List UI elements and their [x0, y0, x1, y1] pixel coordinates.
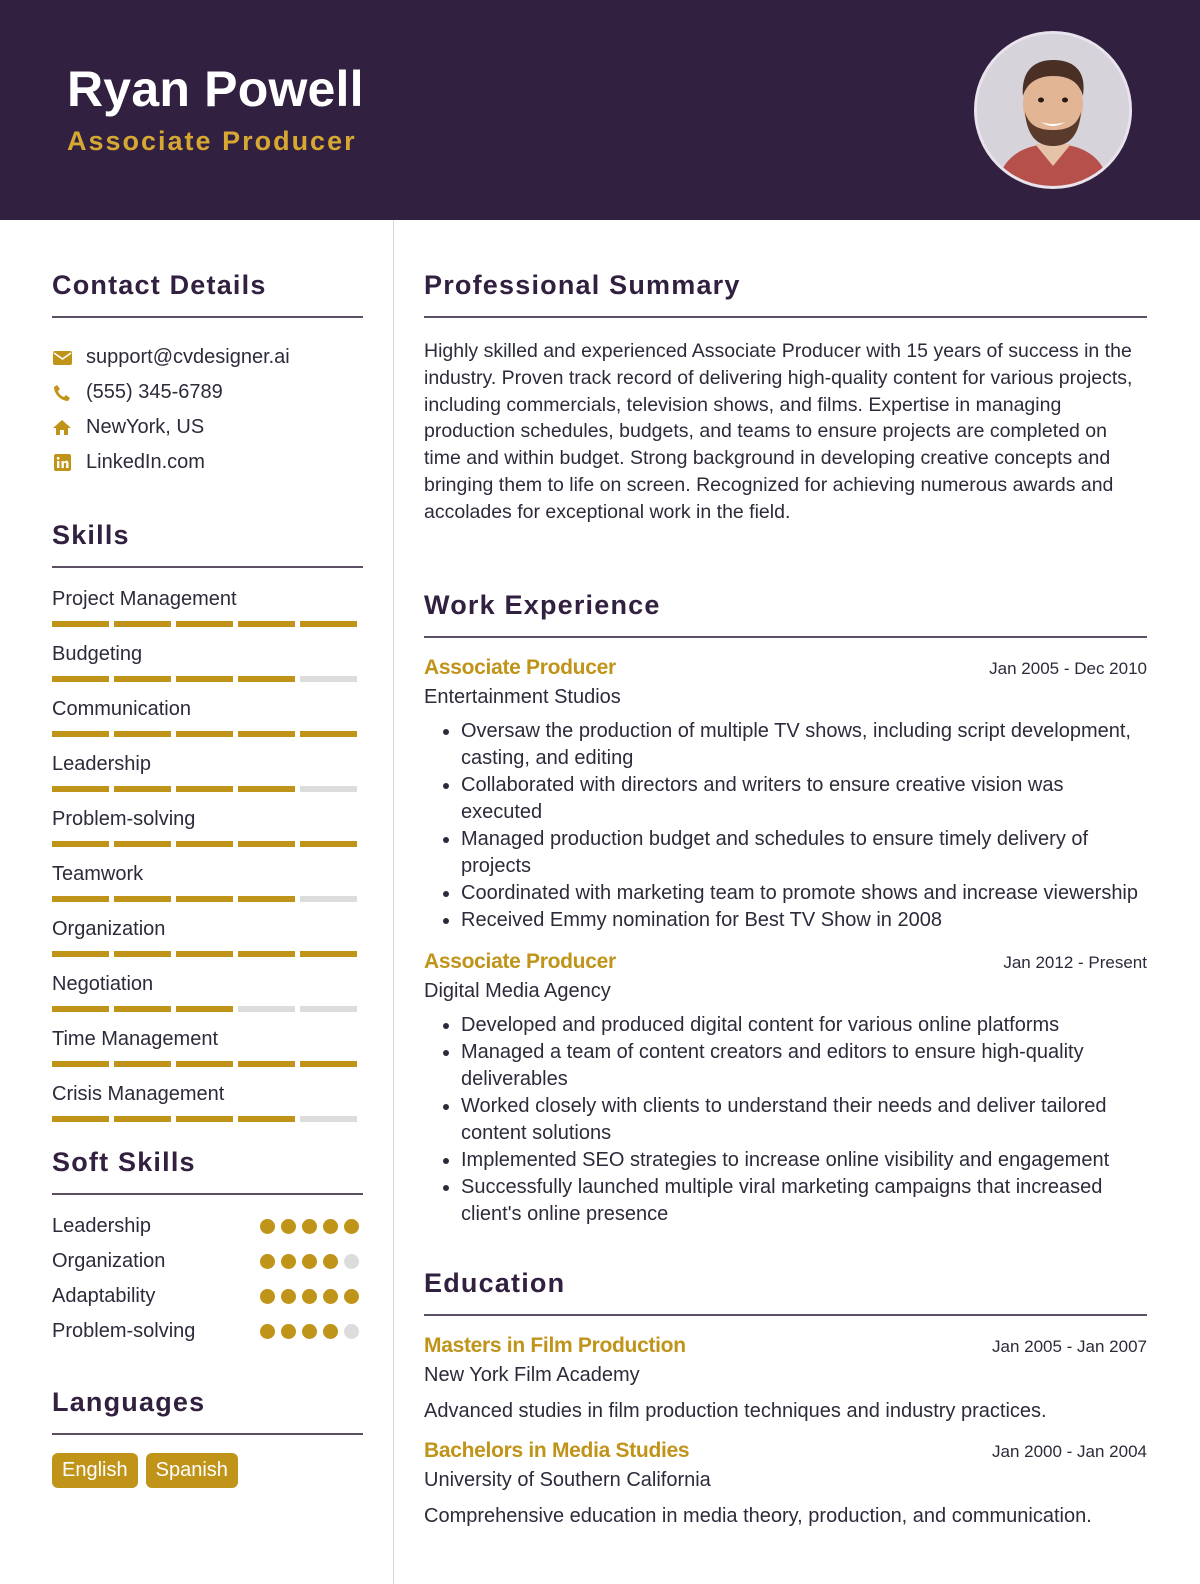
skill-item: [52, 696, 363, 737]
skill-name: Negotiation: [52, 973, 154, 995]
rating-dot-empty: [344, 1324, 359, 1339]
skill-segment-filled: [52, 676, 109, 682]
contact-phone[interactable]: [52, 375, 363, 410]
education-title: Education: [424, 1267, 566, 1298]
skill-segment-filled: [300, 621, 357, 627]
skill-level-bar: [52, 896, 363, 902]
skill-segment-filled: [114, 621, 171, 627]
left-column: [52, 220, 363, 1488]
skill-segment-filled: [300, 1061, 357, 1067]
skill-segment-filled: [52, 731, 109, 737]
education-entry: [424, 1334, 1147, 1423]
soft-skill-item: [52, 1279, 363, 1314]
job-title: Associate Producer: [424, 949, 616, 973]
skill-segment-filled: [176, 1116, 233, 1122]
skill-segment-filled: [238, 621, 295, 627]
languages-title: Languages: [52, 1387, 206, 1417]
soft-skills-section: [52, 1147, 363, 1349]
skills-section: [52, 520, 363, 1122]
soft-skill-name: Problem-solving: [52, 1320, 196, 1342]
skill-segment-empty: [300, 896, 357, 902]
rating-dot-filled: [260, 1219, 275, 1234]
skill-name: Leadership: [52, 753, 151, 775]
skill-item: [52, 806, 363, 847]
skill-segment-filled: [114, 676, 171, 682]
job-bullet: • Developed and produced digital content for various online platforms: [461, 1012, 1147, 1039]
soft-skill-rating: [260, 1219, 359, 1234]
skill-level-bar: [52, 621, 363, 627]
soft-skill-rating: [260, 1254, 359, 1269]
job-bullet: • Received Emmy nomination for Best TV Show in 2008: [461, 907, 1147, 934]
skill-name: Budgeting: [52, 643, 143, 665]
job-bullets: [424, 718, 1147, 934]
contact-location: [52, 410, 363, 445]
skill-name: Teamwork: [52, 863, 144, 885]
skill-segment-filled: [238, 731, 295, 737]
summary-title: Professional Summary: [424, 270, 741, 300]
rating-dot-filled: [302, 1324, 317, 1339]
rating-dot-filled: [260, 1289, 275, 1304]
skill-level-bar: [52, 1116, 363, 1122]
skill-segment-filled: [176, 951, 233, 957]
skill-name: Time Management: [52, 1028, 218, 1050]
soft-skills-list: [52, 1209, 363, 1349]
contact-email[interactable]: [52, 340, 363, 375]
job-bullet: • Managed production budget and schedules to ensure timely delivery of projects: [461, 826, 1147, 880]
skill-segment-filled: [238, 841, 295, 847]
skill-level-bar: [52, 1061, 363, 1067]
skill-segment-filled: [52, 1006, 109, 1012]
section-rule: [52, 1193, 363, 1195]
soft-skill-name: Leadership: [52, 1215, 151, 1237]
skill-level-bar: [52, 951, 363, 957]
skill-segment-filled: [176, 1006, 233, 1012]
skill-segment-filled: [52, 1116, 109, 1122]
summary-text: Highly skilled and experienced Associate Producer with 15 years of success in the industry. Proven track record of delivering high-quality content for various projects, including commercials, television shows, and films. Expertise in managing production schedules, budgets, and teams to ensure projects are completed on time and within budget. Strong background in developing creative concepts and bringing them to life on screen. Recognized for achieving numerous awards and accolades for exceptional work in the field.: [424, 340, 1133, 523]
rating-dot-filled: [323, 1324, 338, 1339]
soft-skill-rating: [260, 1324, 359, 1339]
language-tag: Spanish: [146, 1453, 238, 1488]
job-title: Associate Producer: [424, 655, 616, 679]
skill-segment-filled: [300, 731, 357, 737]
rating-dot-filled: [302, 1289, 317, 1304]
job-bullet: • Oversaw the production of multiple TV shows, including script development, casting, and editing: [461, 718, 1147, 772]
candidate-role: Associate Producer: [67, 126, 357, 156]
skill-name: Problem-solving: [52, 808, 196, 830]
skill-item: [52, 751, 363, 792]
linkedin-icon: [52, 453, 72, 473]
soft-skill-name: Adaptability: [52, 1285, 156, 1307]
job-company: Digital Media Agency: [424, 979, 611, 1002]
soft-skill-item: [52, 1314, 363, 1349]
degree-dates: Jan 2000 - Jan 2004: [991, 1441, 1147, 1461]
experience-title: Work Experience: [424, 589, 661, 620]
skill-item: [52, 641, 363, 682]
skill-segment-filled: [176, 676, 233, 682]
soft-skill-item: [52, 1209, 363, 1244]
contact-section: [52, 270, 363, 480]
skill-level-bar: [52, 731, 363, 737]
skill-segment-empty: [238, 1006, 295, 1012]
languages-section: [52, 1387, 363, 1488]
skill-segment-filled: [176, 786, 233, 792]
right-column: [424, 220, 1147, 1528]
skill-name: Crisis Management: [52, 1083, 225, 1105]
job-bullet: • Worked closely with clients to understand their needs and deliver tailored content solutions: [461, 1093, 1147, 1147]
experience-section: [424, 590, 1147, 1228]
skill-name: Project Management: [52, 588, 237, 610]
skill-segment-filled: [176, 731, 233, 737]
job-bullet: • Collaborated with directors and writers to ensure creative vision was executed: [461, 772, 1147, 826]
rating-dot-filled: [323, 1254, 338, 1269]
soft-skill-rating: [260, 1289, 359, 1304]
skill-level-bar: [52, 841, 363, 847]
skill-segment-filled: [238, 1061, 295, 1067]
skill-segment-filled: [114, 731, 171, 737]
skill-segment-filled: [114, 1116, 171, 1122]
home-icon: [52, 418, 72, 438]
section-rule: [52, 1433, 363, 1435]
degree-description: Comprehensive education in media theory, production, and communication.: [424, 1504, 1092, 1527]
skill-segment-filled: [176, 621, 233, 627]
job-dates: Jan 2005 - Dec 2010: [989, 658, 1147, 678]
language-tags: [52, 1453, 363, 1488]
rating-dot-filled: [302, 1219, 317, 1234]
rating-dot-filled: [260, 1324, 275, 1339]
skill-item: [52, 586, 363, 627]
phone-icon: [52, 383, 72, 403]
skill-segment-filled: [238, 896, 295, 902]
skill-segment-filled: [114, 786, 171, 792]
profile-photo: [974, 31, 1132, 189]
job-entry: [424, 656, 1147, 934]
skill-item: [52, 1026, 363, 1067]
skill-segment-filled: [114, 841, 171, 847]
degree-title: Masters in Film Production: [424, 1333, 686, 1357]
section-rule: [52, 316, 363, 318]
job-bullet: • Implemented SEO strategies to increase online visibility and engagement: [461, 1147, 1147, 1174]
skill-segment-filled: [114, 951, 171, 957]
school-name: University of Southern California: [424, 1468, 711, 1491]
job-bullet: • Managed a team of content creators and editors to ensure high-quality deliverables: [461, 1039, 1147, 1093]
contact-email-text: support@cvdesigner.ai: [86, 346, 290, 368]
skill-segment-filled: [238, 951, 295, 957]
skill-segment-filled: [176, 841, 233, 847]
skill-segment-filled: [52, 951, 109, 957]
skill-segment-filled: [238, 676, 295, 682]
job-dates: Jan 2012 - Present: [1003, 952, 1147, 972]
skill-segment-empty: [300, 1006, 357, 1012]
job-company: Entertainment Studios: [424, 685, 621, 708]
soft-skill-item: [52, 1244, 363, 1279]
education-section: [424, 1268, 1147, 1528]
rating-dot-filled: [281, 1254, 296, 1269]
skill-segment-filled: [52, 621, 109, 627]
education-entry: [424, 1439, 1147, 1528]
skill-segment-filled: [300, 841, 357, 847]
skill-level-bar: [52, 676, 363, 682]
rating-dot-filled: [260, 1254, 275, 1269]
skill-item: [52, 916, 363, 957]
degree-dates: Jan 2005 - Jan 2007: [991, 1336, 1147, 1356]
skill-item: [52, 971, 363, 1012]
skills-list: [52, 586, 363, 1122]
contact-phone-text: (555) 345-6789: [86, 381, 223, 403]
rating-dot-filled: [344, 1289, 359, 1304]
job-bullets: [424, 1012, 1147, 1228]
degree-title: Bachelors in Media Studies: [424, 1438, 690, 1462]
skill-name: Communication: [52, 698, 191, 720]
skill-segment-filled: [238, 1116, 295, 1122]
rating-dot-filled: [323, 1289, 338, 1304]
degree-description: Advanced studies in film production techniques and industry practices.: [424, 1399, 1047, 1422]
column-divider: [393, 220, 394, 1584]
job-bullet: • Successfully launched multiple viral marketing campaigns that increased client's online presence: [461, 1174, 1147, 1228]
rating-dot-filled: [281, 1324, 296, 1339]
rating-dot-filled: [281, 1289, 296, 1304]
job-bullet: • Coordinated with marketing team to promote shows and increase viewership: [461, 880, 1147, 907]
skill-segment-filled: [114, 1006, 171, 1012]
soft-skills-title: Soft Skills: [52, 1147, 196, 1177]
school-name: New York Film Academy: [424, 1363, 640, 1386]
skill-segment-filled: [52, 1061, 109, 1067]
section-rule: [52, 566, 363, 568]
skill-segment-empty: [300, 786, 357, 792]
skill-segment-filled: [52, 841, 109, 847]
skill-name: Organization: [52, 918, 166, 940]
skill-item: [52, 861, 363, 902]
soft-skill-name: Organization: [52, 1250, 166, 1272]
contact-linkedin[interactable]: [52, 445, 363, 480]
rating-dot-filled: [344, 1219, 359, 1234]
language-tag: English: [52, 1453, 138, 1488]
skill-segment-filled: [52, 896, 109, 902]
skills-title: Skills: [52, 520, 130, 550]
skill-item: [52, 1081, 363, 1122]
skill-segment-filled: [114, 1061, 171, 1067]
contact-title: Contact Details: [52, 270, 267, 300]
skill-level-bar: [52, 1006, 363, 1012]
skill-segment-filled: [114, 896, 171, 902]
skill-segment-filled: [52, 786, 109, 792]
summary-section: [424, 270, 1147, 526]
skill-segment-filled: [176, 896, 233, 902]
rating-dot-filled: [302, 1254, 317, 1269]
contact-linkedin-text: LinkedIn.com: [86, 451, 205, 473]
section-rule: [424, 636, 1147, 638]
job-entry: [424, 950, 1147, 1228]
contact-location-text: NewYork, US: [86, 416, 205, 438]
skill-segment-filled: [238, 786, 295, 792]
rating-dot-filled: [323, 1219, 338, 1234]
candidate-name: Ryan Powell: [67, 61, 364, 117]
header-banner: [0, 0, 1200, 220]
skill-level-bar: [52, 786, 363, 792]
section-rule: [424, 316, 1147, 318]
skill-segment-empty: [300, 676, 357, 682]
envelope-icon: [52, 348, 72, 368]
skill-segment-empty: [300, 1116, 357, 1122]
rating-dot-empty: [344, 1254, 359, 1269]
person-avatar-icon: [977, 34, 1129, 186]
skill-segment-filled: [176, 1061, 233, 1067]
rating-dot-filled: [281, 1219, 296, 1234]
contact-list: [52, 340, 363, 480]
section-rule: [424, 1314, 1147, 1316]
skill-segment-filled: [300, 951, 357, 957]
